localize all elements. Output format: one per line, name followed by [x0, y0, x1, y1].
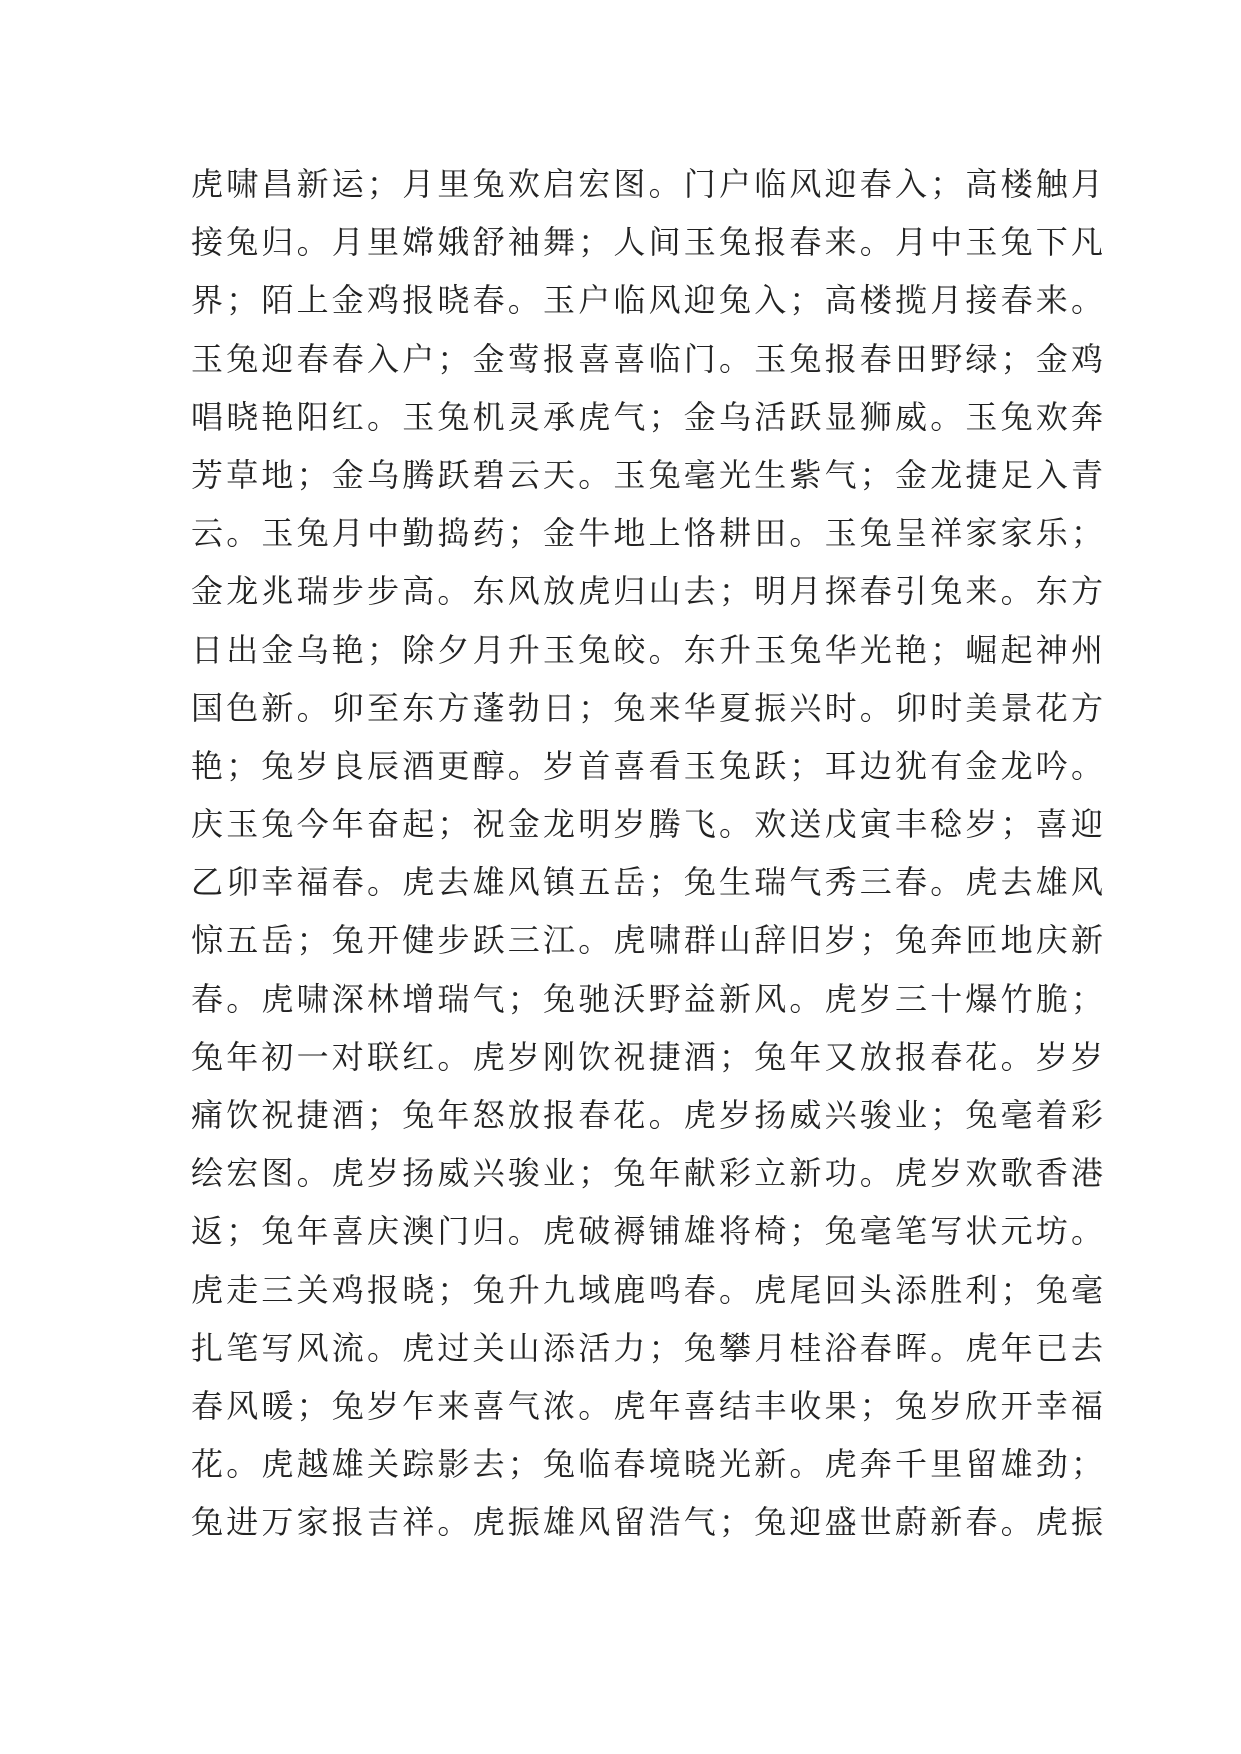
- text-line: 春风暖；兔岁乍来喜气浓。虎年喜结丰收果；兔岁欣开幸福: [191, 1386, 1107, 1425]
- text-line: 返；兔年喜庆澳门归。虎破褥铺雄将椅；兔毫笔写状元坊。: [191, 1212, 1107, 1251]
- text-line: 惊五岳；兔开健步跃三江。虎啸群山辞旧岁；兔奔匝地庆新: [191, 921, 1107, 960]
- text-line: 虎走三关鸡报晓；兔升九域鹿鸣春。虎尾回头添胜利；兔毫: [191, 1270, 1107, 1309]
- text-line: 唱晓艳阳红。玉兔机灵承虎气；金乌活跃显狮威。玉兔欢奔: [191, 397, 1107, 436]
- text-line: 春。虎啸深林增瑞气；兔驰沃野益新风。虎岁三十爆竹脆；: [191, 979, 1107, 1018]
- text-line: 界；陌上金鸡报晓春。玉户临风迎兔入；高楼揽月接春来。: [191, 281, 1107, 320]
- text-line: 扎笔写风流。虎过关山添活力；兔攀月桂浴春晖。虎年已去: [191, 1328, 1107, 1367]
- text-line: 玉兔迎春春入户；金莺报喜喜临门。玉兔报春田野绿；金鸡: [191, 339, 1107, 378]
- text-line: 接兔归。月里嫦娥舒袖舞；人间玉兔报春来。月中玉兔下凡: [191, 223, 1107, 262]
- text-line: 国色新。卯至东方蓬勃日；兔来华夏振兴时。卯时美景花方: [191, 688, 1107, 727]
- text-line: 兔年初一对联红。虎岁刚饮祝捷酒；兔年又放报春花。岁岁: [191, 1037, 1107, 1076]
- text-line: 兔进万家报吉祥。虎振雄风留浩气；兔迎盛世蔚新春。虎振: [191, 1503, 1107, 1542]
- text-line: 花。虎越雄关踪影去；兔临春境晓光新。虎奔千里留雄劲；: [191, 1445, 1107, 1484]
- text-line: 痛饮祝捷酒；兔年怒放报春花。虎岁扬威兴骏业；兔毫着彩: [191, 1096, 1107, 1134]
- text-line: 艳；兔岁良辰酒更醇。岁首喜看玉兔跃；耳边犹有金龙吟。: [191, 746, 1107, 785]
- text-line: 芳草地；金乌腾跃碧云天。玉兔毫光生紫气；金龙捷足入青: [191, 455, 1107, 494]
- text-line: 庆玉兔今年奋起；祝金龙明岁腾飞。欢送戊寅丰稔岁；喜迎: [191, 805, 1107, 844]
- text-line: 日出金乌艳；除夕月升玉兔皎。东升玉兔华光艳；崛起神州: [191, 630, 1107, 669]
- text-line: 乙卯幸福春。虎去雄风镇五岳；兔生瑞气秀三春。虎去雄风: [191, 863, 1107, 902]
- text-line: 云。玉兔月中勤捣药；金牛地上恪耕田。玉兔呈祥家家乐；: [191, 514, 1107, 553]
- text-line: 金龙兆瑞步步高。东风放虎归山去；明月探春引兔来。东方: [191, 572, 1107, 611]
- body-text: [191, 155, 1107, 1552]
- text-line: 绘宏图。虎岁扬威兴骏业；兔年献彩立新功。虎岁欢歌香港: [191, 1154, 1107, 1193]
- text-line: 虎啸昌新运；月里兔欢启宏图。门户临风迎春入；高楼触月: [191, 165, 1107, 203]
